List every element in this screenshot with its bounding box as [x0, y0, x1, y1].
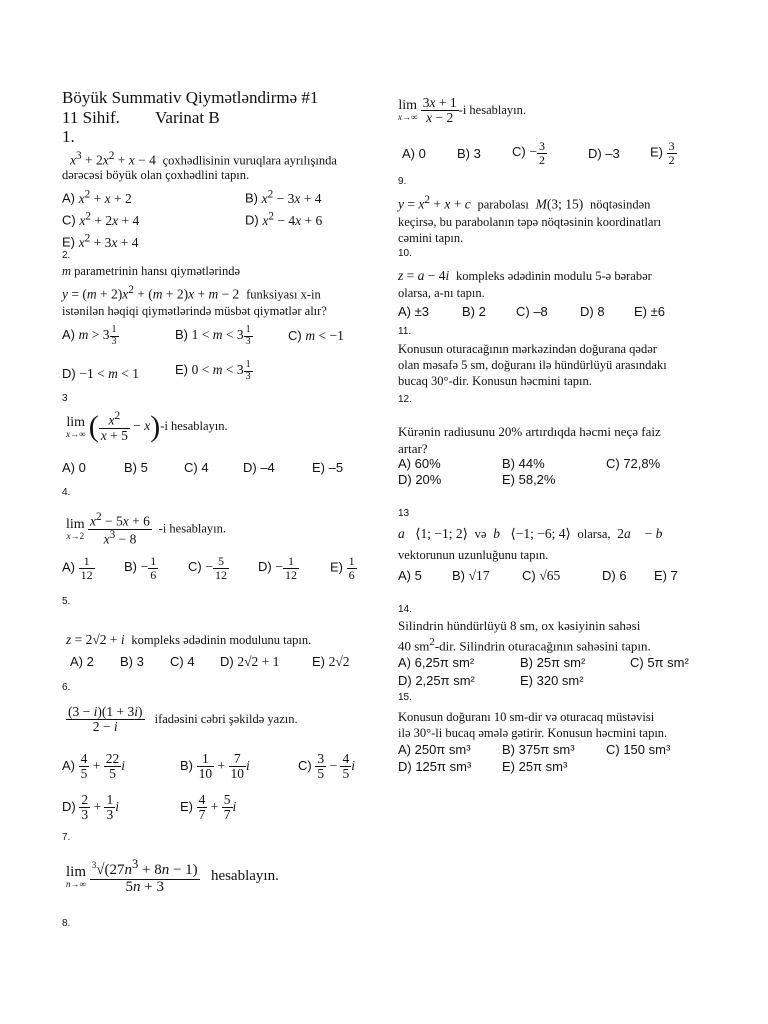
q14-option-a[interactable]: A) 6,25π sm²: [398, 655, 475, 670]
q8-option-a[interactable]: A) 0: [402, 146, 426, 161]
q4-option-c[interactable]: C) − $\frac{5}{12}$: [188, 554, 227, 582]
q10-option-e[interactable]: E) ±6: [634, 304, 665, 319]
q8-option-d[interactable]: D) –3: [588, 146, 620, 161]
q1-option-c[interactable]: C) $x^2 + 2x + 4$: [62, 210, 140, 228]
q14-text-2: 40 $sm^2$-dir. Silindrin oturacağının sahəsini tapın.: [398, 636, 651, 654]
q8-option-e[interactable]: E) $\frac{3}{2}$: [650, 139, 675, 167]
question-number: 6.: [62, 682, 71, 693]
question-number: 5.: [62, 596, 71, 607]
question-number: 11.: [398, 326, 412, 337]
q8-option-c[interactable]: C) − $\frac{3}{2}$: [512, 139, 545, 167]
q6-expression: $\frac{(3 - i)(1 + 3i)}{2 - i}$ ifadəsini cəbri şəkildə yazın.: [68, 704, 298, 735]
q10-option-b[interactable]: B) 2: [462, 304, 486, 319]
q12-option-e[interactable]: E) 58,2%: [502, 472, 556, 487]
q1-text-2: dərəcəsi böyük olan çoxhədlini tapın.: [62, 168, 250, 182]
question-number: 8.: [62, 918, 71, 929]
q5-option-e[interactable]: E) 2√2: [312, 654, 350, 669]
q12-option-b[interactable]: B) 44%: [502, 456, 545, 471]
q6-option-d[interactable]: D) $\frac{2}{3}$ + $\frac{1}{3}$ i: [62, 792, 119, 823]
q15-option-d[interactable]: D) 125π sm³: [398, 759, 472, 774]
q8-expression: lim x→∞ $\frac{3x + 1}{x - 2}$ -i hesablayın.: [398, 95, 527, 126]
q1-option-d[interactable]: D) $x^2 - 4x + 6$: [245, 210, 323, 228]
q1-option-e[interactable]: E) $x^2 + 3x + 4$: [62, 232, 139, 250]
q13-option-a[interactable]: A) 5: [398, 568, 422, 583]
q13-option-d[interactable]: D) 6: [602, 568, 627, 583]
q13-option-c[interactable]: C) √65: [522, 568, 561, 583]
q13-text-1: a⃗⟨1; −1; 2⟩ və b⃗⟨−1; −6; 4⟩ olarsa, 2a⃗ − b⃗: [398, 526, 673, 541]
q12-option-a[interactable]: A) 60%: [398, 456, 441, 471]
q9-text-2: keçirsə, bu parabolanın təpə nöqtəsinin koordinatları: [398, 215, 662, 229]
question-number: 10.: [398, 248, 412, 259]
q2-text-1: m parametrinin hansı qiymətlərində: [62, 264, 241, 278]
q6-option-a[interactable]: A) $\frac{4}{5}$ + $\frac{22}{5}$ i: [62, 751, 126, 782]
q3-option-d[interactable]: D) –4: [243, 460, 275, 475]
q5-option-a[interactable]: A) 2: [70, 654, 94, 669]
q2-text-3: istənilən həqiqi qiymətlərində müsbət qiymətlər alır?: [62, 304, 327, 318]
q14-option-e[interactable]: E) 320 sm²: [520, 673, 584, 688]
question-number: 2.: [62, 250, 71, 261]
q3-expression: lim x→∞ ( $\frac{x^2}{x + 5}$ − x)-i hesablayın.: [66, 410, 228, 443]
q4-option-a[interactable]: A) $\frac{1}{12}$: [62, 554, 93, 582]
q14-option-c[interactable]: C) 5π sm²: [630, 655, 689, 670]
q12-option-d[interactable]: D) 20%: [398, 472, 442, 487]
question-number: 1.: [62, 127, 75, 146]
q10-option-d[interactable]: D) 8: [580, 304, 605, 319]
question-number: 9.: [398, 176, 407, 187]
q7-expression: lim n→∞ $\frac{^3√(27n^3 + 8n - 1)}{5n + 3}$ hesablayın.: [66, 857, 279, 895]
q14-option-d[interactable]: D) 2,25π sm²: [398, 673, 475, 688]
q4-option-e[interactable]: E) $\frac{1}{6}$: [330, 554, 355, 582]
q2-option-a[interactable]: A) m > 3 $\frac{1}{3}$: [62, 324, 117, 347]
q10-option-c[interactable]: C) –8: [516, 304, 548, 319]
q14-text-1: Silindrin hündürlüyü 8 sm, ox kəsiyinin sahəsi: [398, 618, 641, 633]
question-number: 4.: [62, 487, 71, 498]
q4-option-b[interactable]: B) − $\frac{1}{6}$: [124, 554, 157, 582]
q4-expression: lim x→2 $\frac{x^2 - 5x + 6}{x^3 - 8}$ -i hesablayın.: [66, 511, 227, 547]
q10-option-a[interactable]: A) ±3: [398, 304, 429, 319]
q5-option-d[interactable]: D) 2√2 + 1: [220, 654, 280, 669]
q11-text-2: olan məsafə 5 sm, doğuranı ilə hündürlüyü arasındakı: [398, 358, 667, 372]
q5-text: z = 2√2 + i kompleks ədədinin modulunu tapın.: [66, 632, 312, 647]
q6-option-e[interactable]: E) $\frac{4}{7}$ + $\frac{5}{7}$ i: [180, 792, 237, 823]
q6-option-c[interactable]: C) $\frac{3}{5}$ − $\frac{4}{5}$ i: [298, 751, 355, 782]
q4-option-d[interactable]: D) − $\frac{1}{12}$: [258, 554, 297, 582]
q3-option-e[interactable]: E) –5: [312, 460, 344, 475]
q15-text-1: Konusun doğuranı 10 sm-dir və oturacaq müstəvisi: [398, 710, 655, 724]
q8-option-b[interactable]: B) 3: [457, 146, 481, 161]
q15-option-c[interactable]: C) 150 sm³: [606, 742, 671, 757]
q1-text: $x^3 + 2x^2 + x - 4$ çoxhədlisinin vuruqlara ayrılışında: [70, 150, 337, 168]
variant-label: Varinat B: [155, 108, 220, 127]
q15-option-e[interactable]: E) 25π sm³: [502, 759, 568, 774]
q5-option-b[interactable]: B) 3: [120, 654, 144, 669]
q12-text-2: artar?: [398, 441, 428, 456]
q2-option-b[interactable]: B) 1 < m < 3 $\frac{1}{3}$: [175, 324, 251, 347]
q3-option-a[interactable]: A) 0: [62, 460, 86, 475]
q10-text-2: olarsa, a-nı tapın.: [398, 286, 485, 300]
q5-option-c[interactable]: C) 4: [170, 654, 195, 669]
q2-option-e[interactable]: E) 0 < m < 3 $\frac{1}{3}$: [175, 359, 251, 382]
question-number: 7.: [62, 832, 71, 843]
q13-text-2: vektorunun uzunluğunu tapın.: [398, 548, 549, 562]
q2-option-d[interactable]: D) −1 < m < 1: [62, 366, 139, 381]
q13-option-b[interactable]: B) √17: [452, 568, 490, 583]
q9-text-1: $y = x^2 + x + c$ parabolası M(3; 15) nöqtəsindən: [398, 194, 651, 212]
q15-option-b[interactable]: B) 375π sm³: [502, 742, 575, 757]
q6-option-b[interactable]: B) $\frac{1}{10}$ + $\frac{7}{10}$ i: [180, 751, 250, 782]
question-number: 12.: [398, 394, 412, 405]
q2-option-c[interactable]: C) m < −1: [288, 328, 344, 343]
q3-option-c[interactable]: C) 4: [184, 460, 209, 475]
q11-text-3: bucaq 30°-dir. Konusun həcmini tapın.: [398, 374, 592, 388]
q14-option-b[interactable]: B) 25π sm²: [520, 655, 586, 670]
q15-text-2: ilə 30°-li bucaq əmələ gətirir. Konusun həcmini tapın.: [398, 726, 668, 740]
question-number: 14.: [398, 604, 412, 615]
question-number: 15.: [398, 692, 412, 703]
q12-text-1: Kürənin radiusunu 20% artırdıqda həcmi neçə faiz: [398, 424, 661, 439]
q1-option-b[interactable]: B) $x^2 - 3x + 4$: [245, 188, 322, 206]
q2-text-2: $y = (m + 2)x^2 + (m + 2)x + m - 2$ funksiyası x-in: [62, 284, 321, 302]
question-number: 13: [398, 508, 410, 519]
q10-text-1: z = a − 4i kompleks ədədinin modulu 5-ə bərabər: [398, 268, 652, 283]
q13-option-e[interactable]: E) 7: [654, 568, 678, 583]
q12-option-c[interactable]: C) 72,8%: [606, 456, 661, 471]
question-number: 3: [62, 393, 68, 404]
q11-text-1: Konusun oturacağının mərkəzindən doğurana qədər: [398, 342, 657, 356]
page-title: Böyük Summativ Qiymətləndirmə #1: [62, 88, 319, 107]
grade-label: 11 Sihif.: [62, 108, 120, 127]
q9-text-3: cəmini tapın.: [398, 231, 464, 245]
q15-option-a[interactable]: A) 250π sm³: [398, 742, 471, 757]
q3-option-b[interactable]: B) 5: [124, 460, 148, 475]
q1-option-a[interactable]: A) $x^2 + x + 2$: [62, 188, 132, 206]
